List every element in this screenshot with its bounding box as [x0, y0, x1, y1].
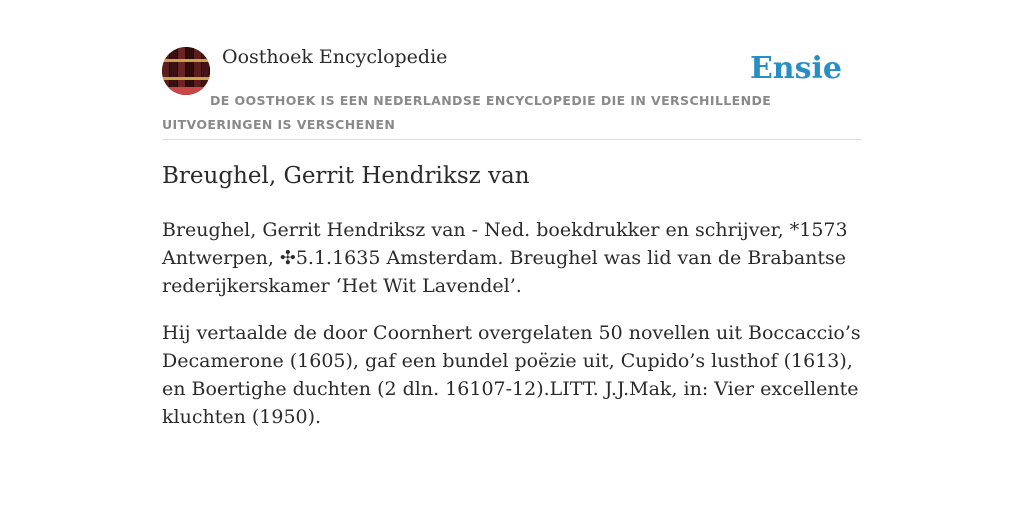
article-paragraph: Breughel, Gerrit Hendriksz van - Ned. boekdrukker en schrijver, *1573 Antwerpen, ✣5.1.1635 Amsterdam. Breughel was lid van de Brabantse rederijkerskamer ‘Het Wit Lavendel’.: [162, 219, 848, 297]
site-tagline: DE OOSTHOEK IS EEN NEDERLANDSE ENCYCLOPEDIE DIE IN VERSCHILLENDE UITVOERINGEN IS VERSCHENEN: [162, 93, 772, 132]
article-title: Breughel, Gerrit Hendriksz van: [162, 163, 530, 189]
site-name-link[interactable]: Oosthoek Encyclopedie: [222, 46, 448, 68]
header-divider: [162, 139, 862, 140]
brand-logo[interactable]: Ensie: [749, 51, 842, 86]
site-avatar[interactable]: [162, 47, 210, 95]
article-paragraph: Hij vertaalde de door Coornhert overgelaten 50 novellen uit Boccaccio’s Decamerone (1605), gaf een bundel poëzie uit, Cupido’s lusthof (1613), en Boertighe duchten (2 dln. 16107-12).LITT. J.J.Mak, in: Vier excellente kluchten (1950).: [162, 322, 861, 428]
